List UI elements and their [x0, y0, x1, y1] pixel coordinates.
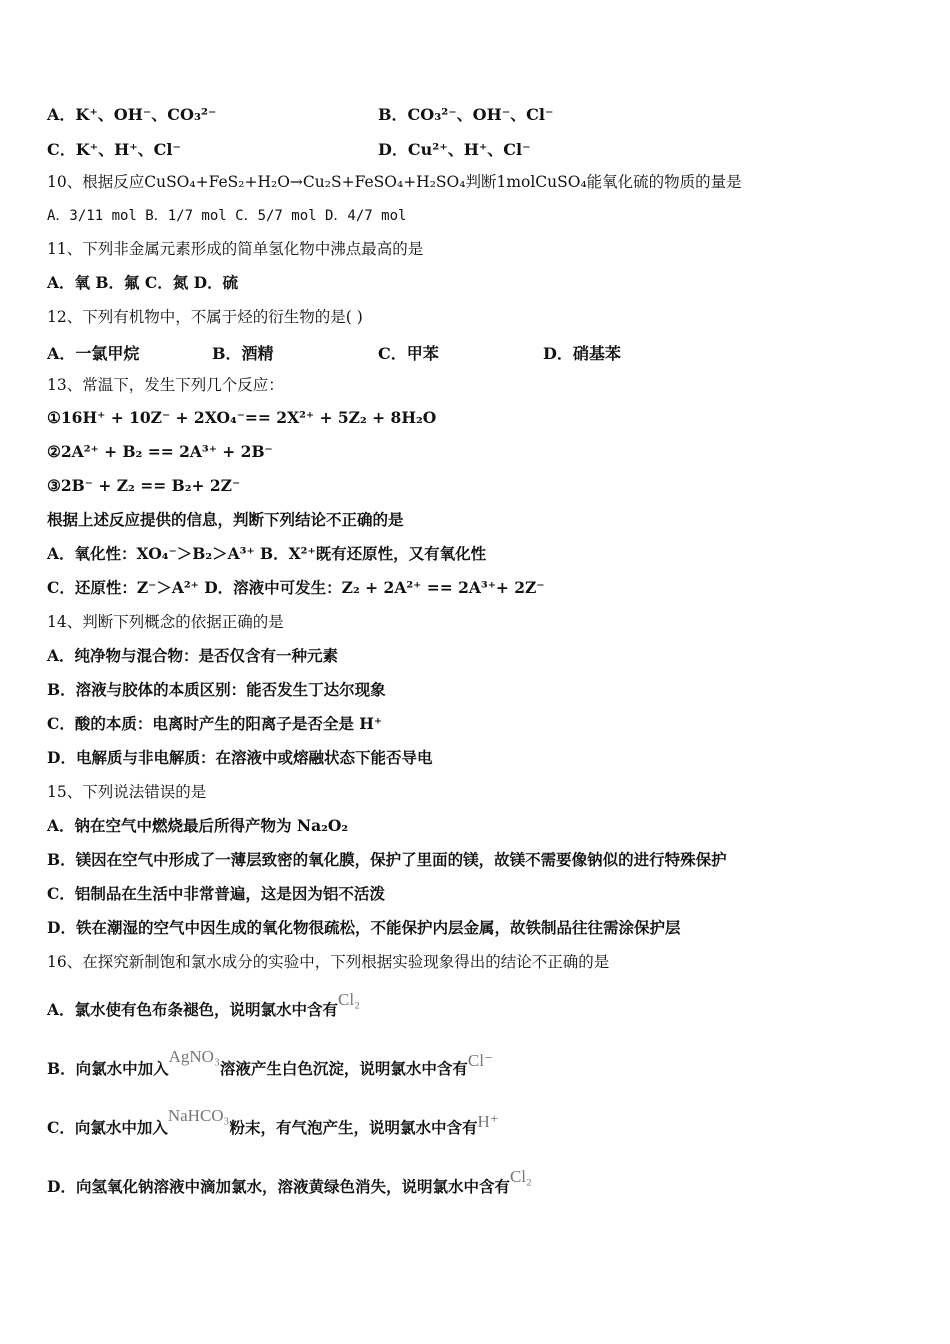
q13-ask: 根据上述反应提供的信息，判断下列结论不正确的是 [47, 510, 404, 529]
q16-option-b-text-2: 溶液产生白色沉淀，说明氯水中含有 [219, 1059, 468, 1078]
q16-option-d-formula: Cl₂ [509, 1167, 532, 1186]
q9-option-a-label: A． [47, 105, 76, 124]
q9-option-a [47, 102, 216, 125]
q16-option-c-text-1: C．向氯水中加入 [47, 1118, 168, 1137]
q14-option-b: B．溶液与胶体的本质区别：能否发生丁达尔现象 [47, 680, 386, 699]
q16-stem: 16、在探究新制饱和氯水成分的实验中，下列根据实验现象得出的结论不正确的是 [47, 953, 610, 971]
q12-option-a: A．一氯甲烷 [47, 344, 140, 363]
q10-options-text: A．3/11 mol B．1/7 mol C．5/7 mol D．4/7 mol [47, 208, 407, 224]
q16-option-b-formula-1: AgNO₃ [168, 1047, 220, 1066]
q12-option-c: C．甲苯 [378, 344, 439, 363]
q9-option-c-text: K⁺、H⁺、Cl⁻ [75, 140, 181, 159]
q16-option-b [47, 1047, 493, 1079]
q14-option-c: C．酸的本质：电离时产生的阳离子是否全是 H⁺ [47, 714, 383, 733]
q16-option-b-formula-2: Cl⁻ [467, 1051, 493, 1070]
q9-option-d-label: D． [378, 140, 408, 159]
q9-option-c [47, 137, 181, 160]
q16-option-c [47, 1106, 499, 1138]
q9-option-b-text: CO₃²⁻、OH⁻、Cl⁻ [407, 105, 554, 124]
q10-stem: 10、根据反应CuSO₄+FeS₂+H₂O→Cu₂S+FeSO₄+H₂SO₄判断1molCuSO₄能氧化硫的物质的量是 [47, 173, 742, 191]
q10-options [47, 205, 406, 226]
q13-reaction-3: ③2B⁻ + Z₂ == B₂+ 2Z⁻ [47, 476, 241, 495]
q14-option-a: A．纯净物与混合物：是否仅含有一种元素 [47, 646, 339, 665]
q16-option-d-text: D．向氢氧化钠溶液中滴加氯水，溶液黄绿色消失，说明氯水中含有 [47, 1177, 510, 1196]
q11-stem: 11、下列非金属元素形成的简单氢化物中沸点最高的是 [47, 240, 424, 258]
q9-option-c-label: C． [47, 140, 76, 159]
q16-option-a-text: A．氯水使有色布条褪色，说明氯水中含有 [47, 1000, 339, 1019]
q9-option-d-text: Cu²⁺、H⁺、Cl⁻ [407, 140, 531, 159]
q13-stem: 13、常温下，发生下列几个反应： [47, 376, 284, 394]
q16-option-c-formula-1: NaHCO₃ [167, 1106, 230, 1125]
q15-option-c: C．铝制品在生活中非常普遍，这是因为铝不活泼 [47, 884, 385, 903]
q15-option-b: B．镁因在空气中形成了一薄层致密的氧化膜，保护了里面的镁，故镁不需要像钠似的进行特殊保护 [47, 850, 727, 869]
q13-options-ab: A．氧化性：XO₄⁻＞B₂＞A³⁺ B．X²⁺既有还原性，又有氧化性 [47, 544, 487, 563]
q15-option-a: A．钠在空气中燃烧最后所得产物为 Na₂O₂ [47, 816, 349, 835]
q12-option-d: D．硝基苯 [543, 344, 621, 363]
q15-option-d: D．铁在潮湿的空气中因生成的氧化物很疏松，不能保护内层金属，故铁制品往往需涂保护层 [47, 918, 681, 937]
q9-option-b-label: B． [378, 105, 408, 124]
q9-option-b [378, 102, 553, 125]
q16-option-c-formula-2: H⁺ [477, 1112, 499, 1131]
q9-option-d [378, 137, 531, 160]
q16-option-c-text-2: 粉末，有气泡产生，说明氯水中含有 [229, 1118, 478, 1137]
q16-option-b-text-1: B．向氯水中加入 [47, 1059, 169, 1078]
q16-option-d [47, 1167, 532, 1197]
q16-option-a-formula: Cl₂ [338, 990, 361, 1009]
q11-options: A．氧 B．氟 C．氮 D．硫 [47, 273, 239, 292]
q13-options-cd: C．还原性：Z⁻＞A²⁺ D．溶液中可发生：Z₂ + 2A²⁺ == 2A³⁺+ 2Z⁻ [47, 578, 545, 597]
q16-option-a [47, 990, 361, 1020]
q14-stem: 14、判断下列概念的依据正确的是 [47, 613, 284, 631]
q13-reaction-1: ①16H⁺ + 10Z⁻ + 2XO₄⁻== 2X²⁺ + 5Z₂ + 8H₂O [47, 408, 437, 427]
q12-stem: 12、下列有机物中，不属于烃的衍生物的是( ) [47, 308, 363, 326]
q14-option-d: D．电解质与非电解质：在溶液中或熔融状态下能否导电 [47, 748, 433, 767]
q12-option-b: B．酒精 [212, 344, 274, 363]
q15-stem: 15、下列说法错误的是 [47, 783, 207, 801]
q13-reaction-2: ②2A²⁺ + B₂ == 2A³⁺ + 2B⁻ [47, 442, 273, 461]
q9-option-a-text: K⁺、OH⁻、CO₃²⁻ [75, 105, 217, 124]
